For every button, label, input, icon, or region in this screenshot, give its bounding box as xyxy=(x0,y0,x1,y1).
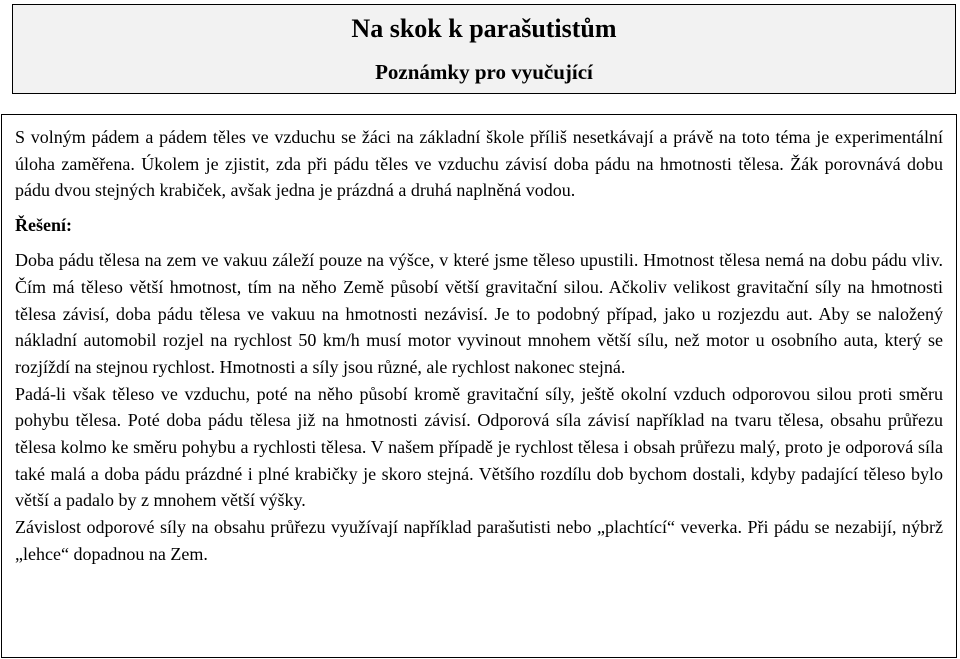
page-title: Na skok k parašutistům xyxy=(351,14,617,43)
title-box xyxy=(12,4,956,94)
solution-paragraph-2: Padá-li však těleso ve vzduchu, poté na něho působí kromě gravitační síly, ještě okolní vzduch odporovou silou proti směru pohybu tělesa. Poté doba pádu tělesa již na hmotnosti závisí. Odporová síla závisí například na tvaru tělesa, obsahu průřezu tělesa kolmo ke směru pohybu a rychlosti tělesa. V našem případě je rychlost tělesa i obsah průřezu malý, proto je odporová síla také malá a doba pádu prázdné i plné krabičky je skoro stejná. Většího rozdílu dob bychom dostali, kdyby padající těleso bylo větší a padalo by z mnohem větší výšky. xyxy=(15,383,943,511)
solution-paragraph-3: Závislost odporové síly na obsahu průřezu využívají například parašutisti nebo „plachtící“ veverka. Při pádu se nezabijí, nýbrž „lehce“ dopadnou na Zem. xyxy=(15,517,943,564)
solution-heading: Řešení: xyxy=(15,215,72,236)
page-subtitle: Poznámky pro vyučující xyxy=(375,60,593,84)
solution-paragraph-1: Doba pádu tělesa na zem ve vakuu záleží pouze na výšce, v které jsme těleso upustili. Hmotnost tělesa nemá na dobu pádu vliv. Čím má těleso větší hmotnost, tím na něho Země působí větší gravitační silou. Ačkoliv velikost gravitační síly na hmotnosti tělesa závisí, doba pádu tělesa ve vakuu na hmotnosti nezávisí. Je to podobný případ, jako u rozjezdu aut. Aby se naložený nákladní automobil rozjel na rychlost 50 km/h musí motor vyvinout mnohem větší sílu, než motor u osobního auta, který se rozjíždí na stejnou rychlost. Hmotnosti a síly jsou různé, ale rychlost nakonec stejná. xyxy=(15,250,943,377)
intro-paragraph: S volným pádem a pádem těles ve vzduchu se žáci na základní škole příliš nesetkávají a právě na toto téma je experimentální úloha zaměřena. Úkolem je zjistit, zda při pádu těles ve vzduchu závisí doba pádu na hmotnosti tělesa. Žák porovnává dobu pádu dvou stejných krabiček, avšak jedna je prázdná a druhá naplněná vodou. xyxy=(15,127,943,201)
content-box xyxy=(1,114,957,658)
